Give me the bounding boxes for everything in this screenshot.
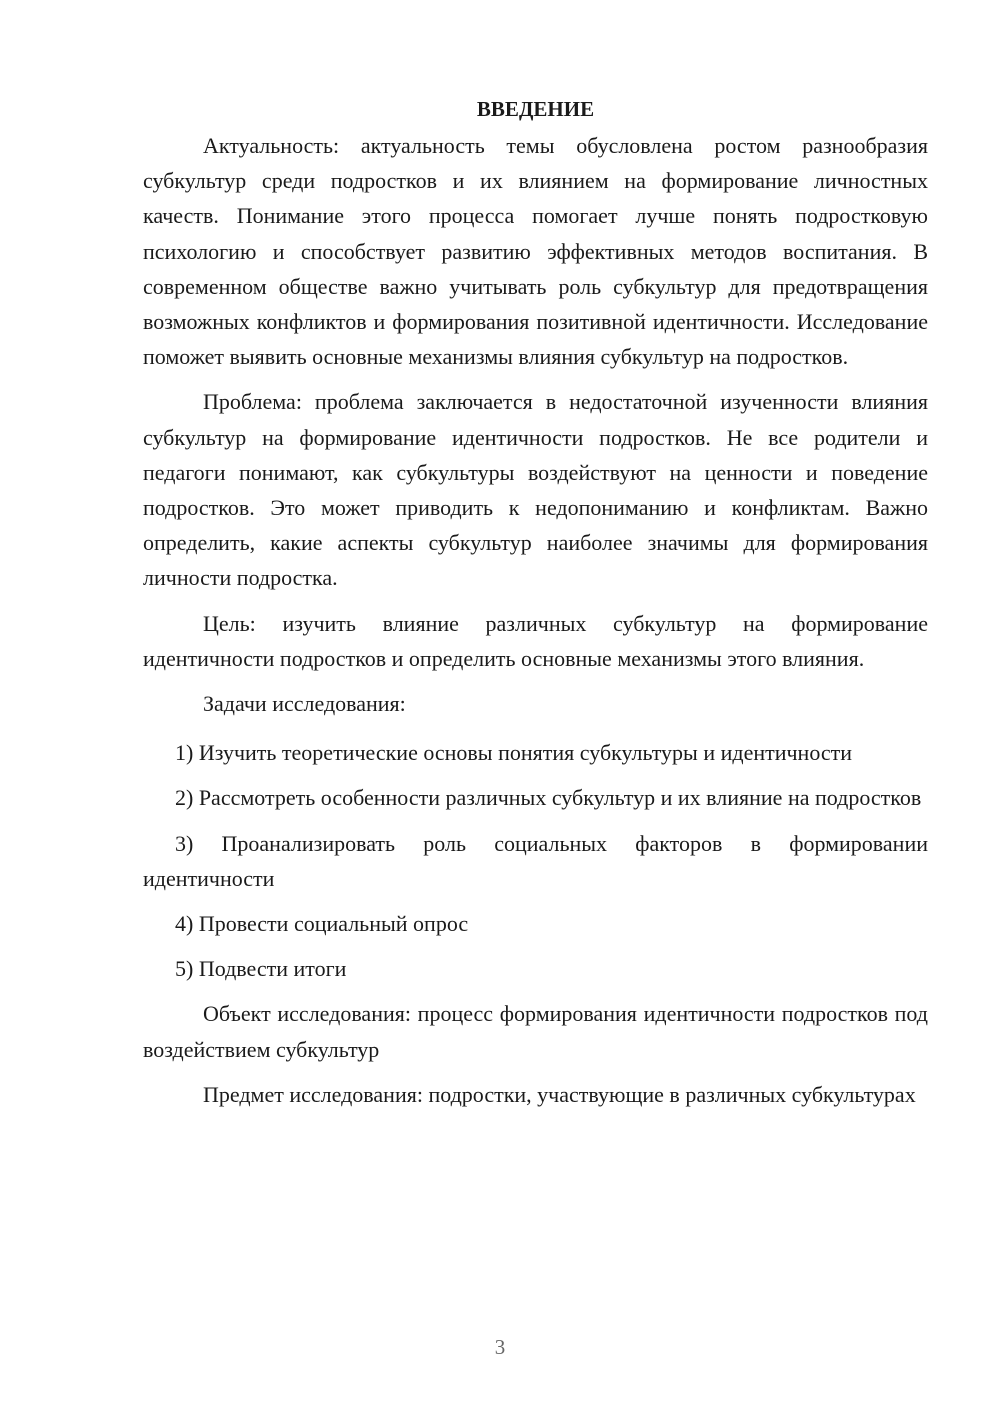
task-item-1: 1) Изучить теоретические основы понятия субкультуры и идентичности [175, 740, 853, 766]
paragraph-subject: Предмет исследования: подростки, участвующие в различных субкультурах [203, 1081, 916, 1107]
section-title: ВВЕДЕНИЕ [476, 97, 595, 121]
task-item-4: 4) Провести социальный опрос [175, 911, 469, 937]
paragraph-relevance: Актуальность: актуальность темы обусловлена ростом разнообразия субкультур среди подростков и их влиянием на формирование личностных качеств. Понимание этого процесса помогает лучше понять подростковую психологию и способствует развитию эффективных методов воспитания. В современном обществе важно учитывать роль субкультур для предотвращения возможных конфликтов и формирования позитивной идентичности. Исследование поможет выявить основные механизмы влияния субкультур на подростков. [143, 133, 928, 370]
paragraph-problem: Проблема: проблема заключается в недостаточной изученности влияния субкультур на формирование идентичности подростков. Не все родители и педагоги понимают, как субкультуры воздействуют на ценности и поведение подростков. Это может приводить к недопониманию и конфликтам. Важно определить, какие аспекты субкультур наиболее значимы для формирования личности подростка. [143, 389, 928, 591]
paragraph-object: Объект исследования: процесс формирования идентичности подростков под воздействием субкультур [143, 1001, 928, 1062]
task-item-3: 3) Проанализировать роль социальных факторов в формировании идентичности [143, 830, 928, 891]
page-number: 3 [494, 1335, 506, 1359]
task-item-2: 2) Рассмотреть особенности различных субкультур и их влияние на подростков [175, 785, 922, 811]
task-item-5: 5) Подвести итоги [175, 956, 347, 982]
tasks-heading: Задачи исследования: [203, 691, 406, 717]
document-page [143, 94, 928, 1122]
paragraph-goal: Цель: изучить влияние различных субкультур на формирование идентичности подростков и определить основные механизмы этого влияния. [143, 610, 928, 671]
